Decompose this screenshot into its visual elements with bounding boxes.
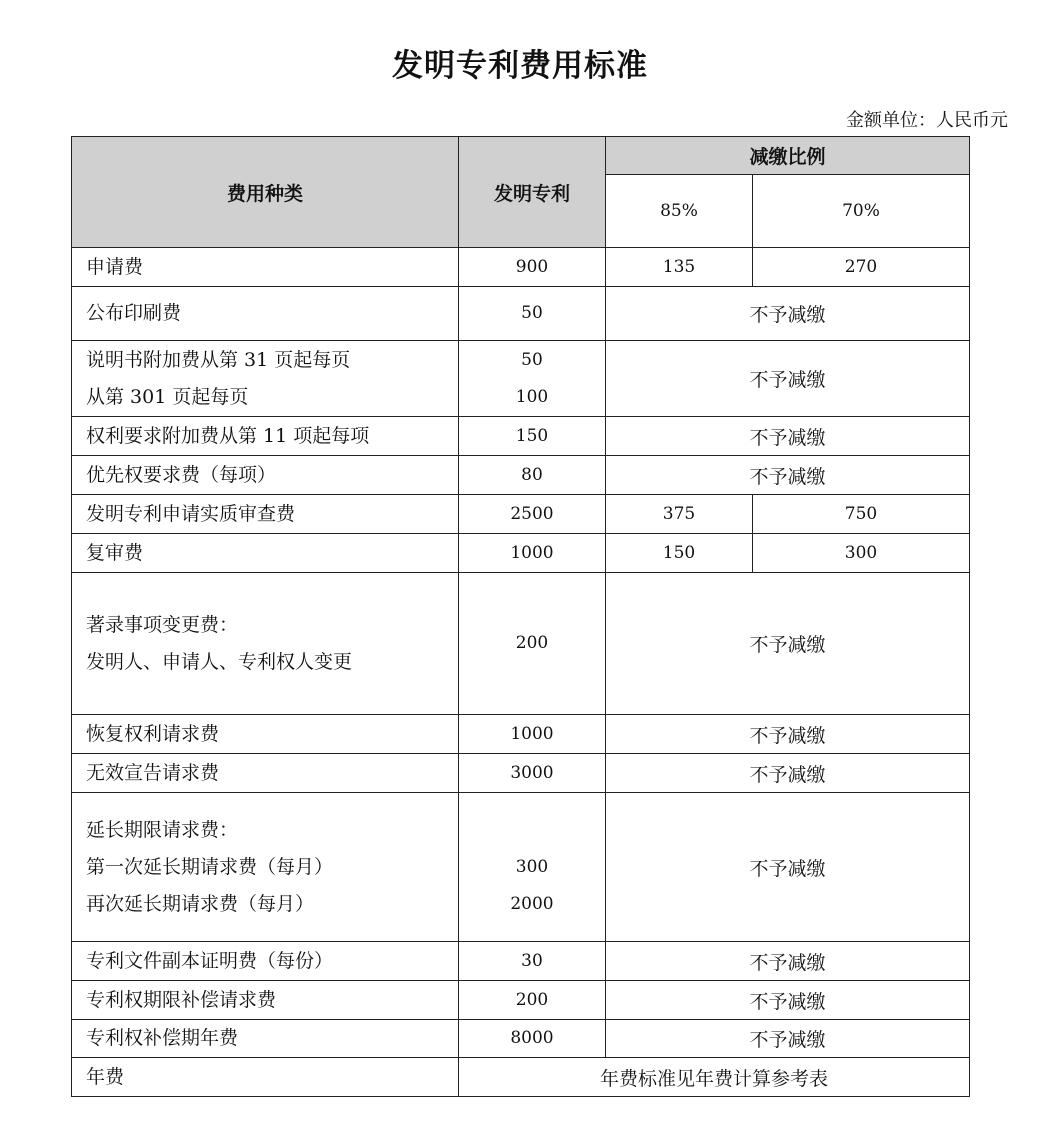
- table-row: [72, 534, 970, 573]
- table-row: [72, 793, 970, 942]
- fee-name: [72, 341, 459, 417]
- table-row-annual: [72, 1058, 970, 1097]
- table-row: [72, 495, 970, 534]
- fee-name-line: 著录事项变更费：: [86, 613, 239, 636]
- fee-amount-line: 2000: [510, 893, 554, 914]
- reduction-note: 不予减缴: [606, 573, 970, 715]
- fee-table-body: [72, 248, 970, 1097]
- fee-name: [72, 417, 459, 456]
- table-row: [72, 981, 970, 1020]
- fee-name-line: 说明书附加费从第 31 页起每页: [86, 348, 351, 371]
- reduction-note: 不予减缴: [606, 754, 970, 793]
- table-row: [72, 942, 970, 981]
- fee-name-line: 从第 301 页起每页: [86, 385, 249, 408]
- fee-name-line: 第一次延长期请求费（每月）: [86, 855, 334, 878]
- fee-amount: [459, 1020, 606, 1058]
- fee-name-line: 优先权要求费（每项）: [86, 463, 277, 486]
- fee-amount-line: 80: [521, 464, 543, 485]
- fee-amount: [459, 754, 606, 793]
- fee-amount: [459, 793, 606, 942]
- fee-amount: [459, 715, 606, 754]
- currency-unit: 金额单位：人民币元: [846, 110, 1008, 131]
- fee-amount-line: 200: [515, 633, 549, 653]
- reduced-70: 270: [753, 248, 970, 287]
- fee-amount: [459, 341, 606, 417]
- fee-name-line: 公布印刷费: [86, 302, 182, 324]
- reduction-note: 不予减缴: [606, 287, 970, 341]
- fee-name-line: 发明专利申请实质审查费: [86, 502, 296, 525]
- reduced-85: 150: [606, 534, 753, 573]
- table-row: [72, 417, 970, 456]
- table-row: [72, 573, 970, 715]
- fee-amount-line: 1000: [510, 542, 554, 563]
- table-row: [72, 754, 970, 793]
- table-row: [72, 715, 970, 754]
- fee-name: 年费: [72, 1058, 459, 1097]
- fee-amount-line: 300: [515, 856, 549, 877]
- fee-name: [72, 715, 459, 754]
- reduced-70: 300: [753, 534, 970, 573]
- header-invention: 发明专利: [459, 137, 606, 248]
- fee-amount: [459, 981, 606, 1020]
- reduced-85: 375: [606, 495, 753, 534]
- fee-name-line: 权利要求附加费从第 11 项起每项: [86, 424, 370, 447]
- reduced-85: 135: [606, 248, 753, 287]
- fee-amount-line: 50: [521, 349, 543, 370]
- fee-amount-line: 100: [515, 386, 549, 407]
- fee-name: [72, 793, 459, 942]
- fee-name: [72, 573, 459, 715]
- reduced-70: 750: [753, 495, 970, 534]
- table-row: [72, 341, 970, 417]
- fee-name-line: 再次延长期请求费（每月）: [86, 892, 315, 915]
- fee-name: [72, 981, 459, 1020]
- table-row: [72, 456, 970, 495]
- fee-name-line: 申请费: [86, 255, 144, 278]
- fee-name: [72, 495, 459, 534]
- annual-note: 年费标准见年费计算参考表: [459, 1058, 970, 1097]
- fee-amount: [459, 456, 606, 495]
- reduction-note: 不予减缴: [606, 1020, 970, 1058]
- header-reduction: 减缴比例: [606, 137, 970, 175]
- header-ratio-85: 85%: [606, 175, 753, 248]
- fee-name-line: 专利文件副本证明费（每份）: [86, 949, 334, 972]
- fee-name-line: 专利权期限补偿请求费: [86, 988, 277, 1011]
- fee-name-line: 延长期限请求费：: [86, 818, 239, 841]
- reduction-note: 不予减缴: [606, 942, 970, 981]
- page-title: 发明专利费用标准: [392, 48, 648, 84]
- table-row: [72, 1020, 970, 1058]
- table-row: [72, 248, 970, 287]
- fee-name: [72, 1020, 459, 1058]
- fee-name-line: 恢复权利请求费: [86, 722, 220, 745]
- fee-amount-line: 2500: [510, 503, 554, 524]
- fee-amount: [459, 534, 606, 573]
- fee-name: [72, 287, 459, 341]
- fee-amount: [459, 248, 606, 287]
- fee-name-line: 发明人、申请人、专利权人变更: [86, 650, 353, 673]
- fee-amount-line: 900: [515, 256, 549, 277]
- fee-amount-line: 3000: [510, 762, 554, 783]
- fee-name-line: 无效宣告请求费: [86, 761, 220, 784]
- reduction-note: 不予减缴: [606, 793, 970, 942]
- reduction-note: 不予减缴: [606, 981, 970, 1020]
- reduction-note: 不予减缴: [606, 417, 970, 456]
- reduction-note: 不予减缴: [606, 715, 970, 754]
- fee-name-line: 复审费: [86, 541, 144, 564]
- fee-name: [72, 942, 459, 981]
- fee-name: [72, 248, 459, 287]
- fee-amount: [459, 942, 606, 981]
- fee-name: [72, 534, 459, 573]
- fee-amount: [459, 573, 606, 715]
- fee-table: [71, 136, 970, 1097]
- fee-amount-line: 150: [515, 425, 549, 446]
- reduction-note: 不予减缴: [606, 341, 970, 417]
- fee-amount-line: 50: [521, 303, 543, 323]
- fee-name: [72, 456, 459, 495]
- reduction-note: 不予减缴: [606, 456, 970, 495]
- fee-amount-line: 200: [515, 989, 549, 1010]
- header-category: 费用种类: [72, 137, 459, 248]
- fee-amount-line: 30: [521, 950, 543, 971]
- fee-amount: [459, 287, 606, 341]
- amount-spacer: [459, 812, 605, 849]
- fee-name-line: 专利权补偿期年费: [86, 1027, 239, 1049]
- fee-amount-line: 1000: [510, 723, 554, 744]
- fee-name: [72, 754, 459, 793]
- table-row: [72, 287, 970, 341]
- fee-amount-line: 8000: [510, 1028, 554, 1048]
- fee-amount: [459, 495, 606, 534]
- header-ratio-70: 70%: [753, 175, 970, 248]
- fee-amount: [459, 417, 606, 456]
